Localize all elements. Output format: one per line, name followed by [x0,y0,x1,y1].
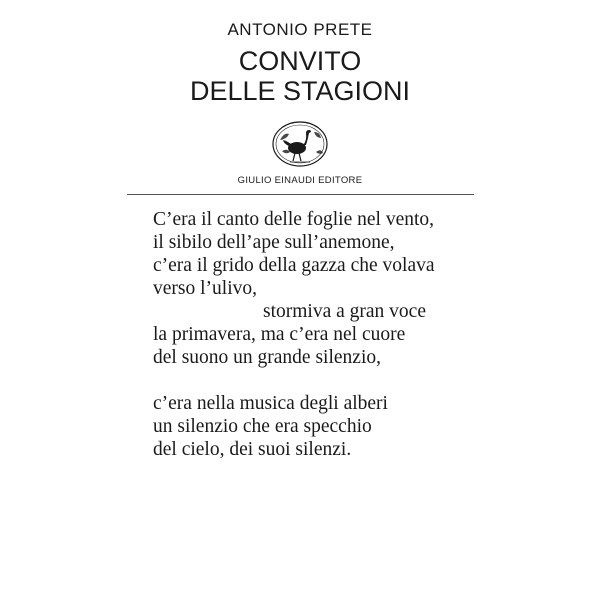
poem-line: verso l’ulivo, [153,278,257,299]
poem-line-indented: stormiva a gran voce [263,301,426,322]
poem-line: c’era nella musica degli alberi [153,393,388,414]
publisher-name: GIULIO EINAUDI EDITORE [237,175,363,186]
poem-line: il sibilo dell’ape sull’anemone, [153,232,395,253]
poem-line: C’era il canto delle foglie nel vento, [153,209,435,230]
divider-rule [127,194,474,195]
poem-line: c’era il grido della gazza che volava [153,255,435,276]
poem-line: la primavera, ma c’era nel cuore [153,324,406,345]
poem-line: del cielo, dei suoi silenzi. [153,439,352,460]
book-title [0,46,600,106]
poem-text [153,208,493,461]
title-line-1: CONVITO [238,46,362,76]
title-line-2: DELLE STAGIONI [189,76,411,106]
poem-line: del suono un grande silenzio, [153,347,381,368]
poem-line: un silenzio che era specchio [153,416,372,437]
stanza-break [153,369,493,392]
ostrich-emblem-icon [270,118,330,170]
author-name: ANTONIO PRETE [227,20,373,39]
